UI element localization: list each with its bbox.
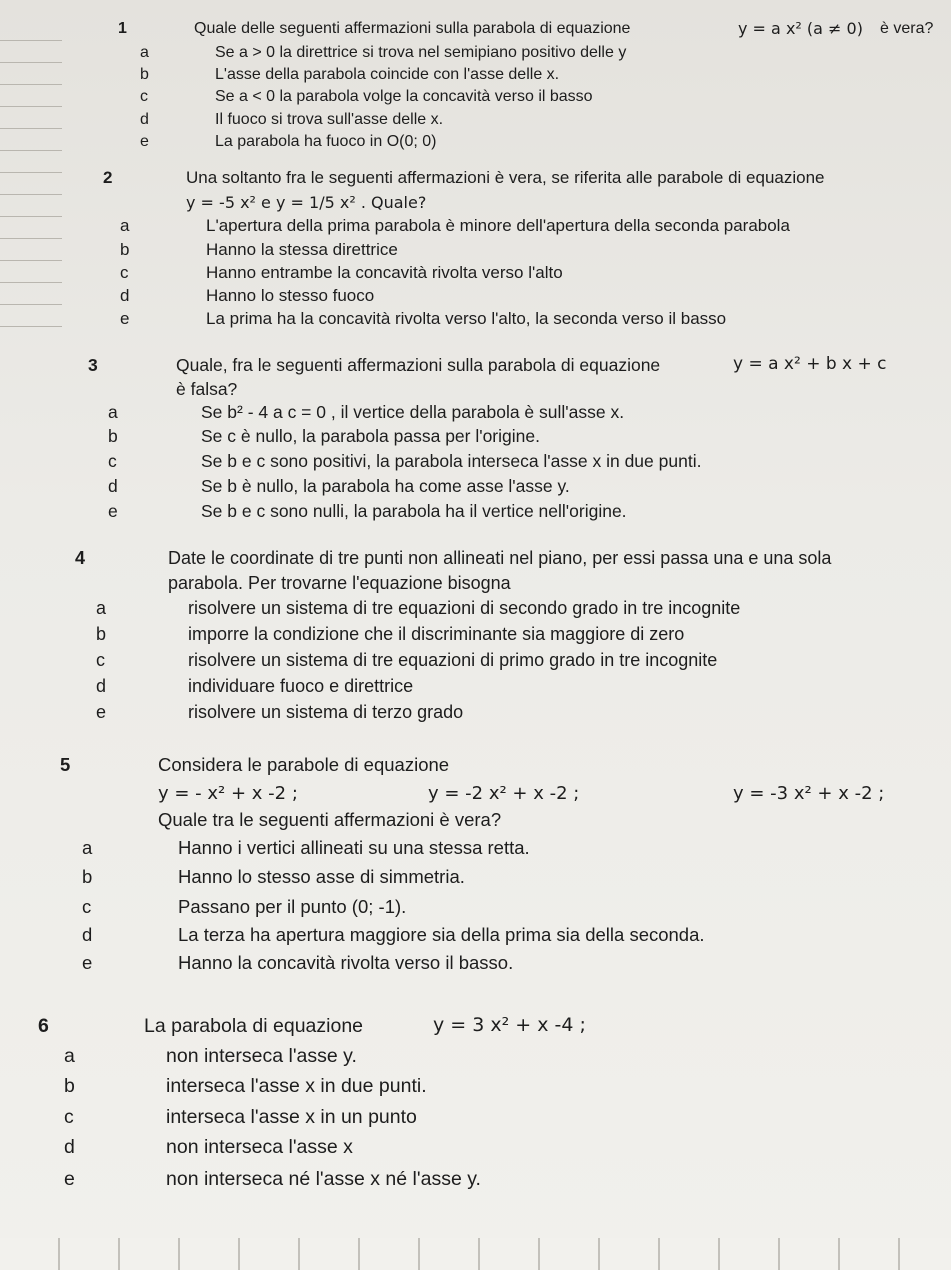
option-text[interactable]: Se b e c sono nulli, la parabola ha il vertice nell'origine. <box>201 501 627 521</box>
question-stem-2: parabola. Per trovarne l'equazione bisogna <box>168 573 511 593</box>
option-text[interactable]: Se b² - 4 a c = 0 , il vertice della parabola è sull'asse x. <box>201 402 625 422</box>
option-text[interactable]: La terza ha apertura maggiore sia della prima sia della seconda. <box>178 924 705 945</box>
option-text[interactable]: non interseca l'asse x <box>166 1136 353 1158</box>
option-text[interactable]: Passano per il punto (0; -1). <box>178 896 407 917</box>
option-text[interactable]: Hanno la concavità rivolta verso il basso. <box>178 952 514 973</box>
question-number: 5 <box>60 754 71 775</box>
option-text[interactable]: Se a > 0 la direttrice si trova nel semipiano positivo delle y <box>215 44 627 61</box>
option-letter[interactable]: b <box>108 426 118 446</box>
option-letter[interactable]: e <box>96 702 107 722</box>
option-text[interactable]: Hanno i vertici allineati su una stessa retta. <box>178 837 530 858</box>
option-text[interactable]: imporre la condizione che il discriminante sia maggiore di zero <box>188 624 685 644</box>
option-text[interactable]: risolvere un sistema di tre equazioni di primo grado in tre incognite <box>188 650 718 670</box>
question-stem: Una soltanto fra le seguenti affermazioni è vera, se riferita alle parabole di equazione <box>186 168 825 187</box>
option-text[interactable]: La prima ha la concavità rivolta verso l'alto, la seconda verso il basso <box>206 309 727 328</box>
option-letter[interactable]: a <box>64 1045 75 1067</box>
question-tail: è vera? <box>880 20 934 37</box>
option-text[interactable]: Hanno la stessa direttrice <box>206 240 398 259</box>
question-number: 3 <box>88 355 98 375</box>
option-text[interactable]: L'apertura della prima parabola è minore dell'apertura della seconda parabola <box>206 216 790 235</box>
option-text[interactable]: non interseca l'asse y. <box>166 1045 357 1067</box>
option-letter[interactable]: d <box>120 286 130 305</box>
option-letter[interactable]: d <box>140 111 149 128</box>
equation: y = a x² + b x + c <box>733 354 887 374</box>
option-text[interactable]: Hanno entrambe la concavità rivolta verso l'alto <box>206 263 563 282</box>
question-stem-2: è falsa? <box>176 379 238 399</box>
option-letter[interactable]: b <box>96 624 107 644</box>
question-stem: Quale, fra le seguenti affermazioni sulla parabola di equazione <box>176 355 661 375</box>
equations: y = -5 x² e y = 1/5 x² . Quale? <box>186 193 427 212</box>
option-letter[interactable]: a <box>108 402 118 422</box>
option-letter[interactable]: d <box>108 476 118 496</box>
option-letter[interactable]: c <box>82 896 92 917</box>
question-number: 1 <box>118 20 127 37</box>
option-letter[interactable]: c <box>64 1106 74 1128</box>
question-number: 4 <box>75 548 86 568</box>
option-letter[interactable]: c <box>120 263 129 282</box>
option-letter[interactable]: d <box>82 924 93 945</box>
option-letter[interactable]: a <box>120 216 130 235</box>
option-letter[interactable]: a <box>96 598 107 618</box>
option-text[interactable]: L'asse della parabola coincide con l'asse delle x. <box>215 66 560 83</box>
question-stem: Date le coordinate di tre punti non allineati nel piano, per essi passa una e una sola <box>168 548 832 568</box>
option-letter[interactable]: a <box>140 44 149 61</box>
option-letter[interactable]: e <box>64 1168 75 1190</box>
option-letter[interactable]: b <box>64 1075 75 1097</box>
option-letter[interactable]: b <box>82 866 93 887</box>
question-stem: Considera le parabole di equazione <box>158 754 450 775</box>
option-text[interactable]: Se b è nullo, la parabola ha come asse l'asse y. <box>201 476 570 496</box>
option-text[interactable]: Se b e c sono positivi, la parabola interseca l'asse x in due punti. <box>201 451 702 471</box>
question-number: 2 <box>103 168 113 187</box>
notebook-bottom-strip <box>0 1238 951 1270</box>
option-text[interactable]: non interseca né l'asse x né l'asse y. <box>166 1168 481 1190</box>
option-letter[interactable]: c <box>140 88 148 105</box>
question-stem: Quale delle seguenti affermazioni sulla parabola di equazione <box>194 20 631 37</box>
option-letter[interactable]: b <box>120 240 130 259</box>
notebook-margin-lines <box>0 0 70 1270</box>
equation-3: y = -3 x² + x -2 ; <box>733 783 885 804</box>
equation: y = 3 x² + x -4 ; <box>433 1014 586 1036</box>
option-text[interactable]: interseca l'asse x in due punti. <box>166 1075 427 1097</box>
option-text[interactable]: La parabola ha fuoco in O(0; 0) <box>215 133 437 150</box>
equation: y = a x² (a ≠ 0) <box>738 19 863 38</box>
option-letter[interactable]: c <box>96 650 105 670</box>
option-letter[interactable]: e <box>108 501 118 521</box>
option-text[interactable]: Se c è nullo, la parabola passa per l'origine. <box>201 426 540 446</box>
option-text[interactable]: individuare fuoco e direttrice <box>188 676 414 696</box>
option-letter[interactable]: c <box>108 451 117 471</box>
option-text[interactable]: risolvere un sistema di tre equazioni di secondo grado in tre incognite <box>188 598 741 618</box>
option-letter[interactable]: d <box>96 676 107 696</box>
question-stem: La parabola di equazione <box>144 1015 364 1037</box>
option-text[interactable]: Hanno lo stesso fuoco <box>206 286 375 305</box>
option-text[interactable]: Il fuoco si trova sull'asse delle x. <box>215 111 444 128</box>
question-stem-2: Quale tra le seguenti affermazioni è vera? <box>158 809 502 830</box>
question-number: 6 <box>38 1015 49 1037</box>
option-text[interactable]: Se a < 0 la parabola volge la concavità verso il basso <box>215 88 593 105</box>
option-text[interactable]: interseca l'asse x in un punto <box>166 1106 417 1128</box>
option-letter[interactable]: e <box>140 133 149 150</box>
option-text[interactable]: risolvere un sistema di terzo grado <box>188 702 464 722</box>
option-letter[interactable]: b <box>140 66 149 83</box>
option-text[interactable]: Hanno lo stesso asse di simmetria. <box>178 866 465 887</box>
option-letter[interactable]: e <box>82 952 93 973</box>
option-letter[interactable]: e <box>120 309 130 328</box>
option-letter[interactable]: d <box>64 1136 75 1158</box>
equation-2: y = -2 x² + x -2 ; <box>428 783 580 804</box>
equation-1: y = - x² + x -2 ; <box>158 783 298 804</box>
option-letter[interactable]: a <box>82 837 93 858</box>
